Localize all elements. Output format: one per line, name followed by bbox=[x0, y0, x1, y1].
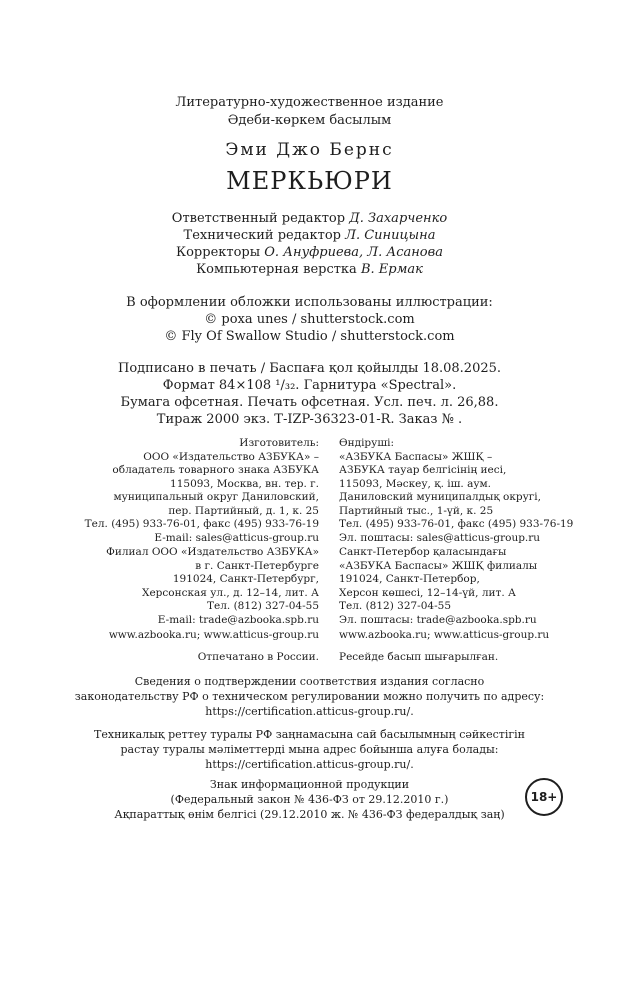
publisher-kz-block bbox=[339, 437, 573, 545]
edition-type-ru: Литературно-художественное издание bbox=[175, 95, 444, 110]
website-ru: www.azbooka.ru; www.atticus-group.ru bbox=[108, 629, 319, 641]
age-rating-badge: 18+ bbox=[525, 778, 563, 816]
print-paper: Бумага офсетная. Печать офсетная. Усл. печ. л. 26,88. bbox=[120, 395, 499, 410]
publisher-line: муниципальный округ Даниловский, bbox=[113, 491, 319, 503]
publisher-line: Изготовитель: bbox=[239, 437, 319, 449]
publisher-line: Тел. (495) 933-76-01, факс (495) 933-76-19 bbox=[84, 518, 319, 530]
publisher-line: E-mail: sales@atticus-group.ru bbox=[154, 531, 319, 544]
author-name: Эми Джо Бернс bbox=[225, 140, 394, 160]
branch-line: Херсон көшесі, 12–14-үй, лит. А bbox=[339, 586, 516, 599]
book-title: МЕРКЬЮРИ bbox=[226, 167, 393, 195]
printed-in-ru: Отпечатано в России. bbox=[197, 651, 319, 663]
info-sign-law-kz: Ақпараттық өнім белгісі (29.12.2010 ж. № 436-ФЗ федералдық заң) bbox=[114, 808, 505, 821]
branch-line: Тел. (812) 327-04-55 bbox=[207, 600, 319, 612]
publisher-line: 115093, Москва, вн. тер. г. bbox=[170, 477, 319, 490]
credit-label: Технический редактор bbox=[183, 228, 341, 243]
info-sign-title: Знак информационной продукции bbox=[209, 778, 410, 791]
publisher-line: 115093, Мәскеу, қ. іш. аум. bbox=[339, 477, 492, 490]
credit-label: Ответственный редактор bbox=[171, 211, 346, 226]
certification-kz-url: https://certification.atticus-group.ru/. bbox=[205, 758, 414, 771]
publisher-line: обладатель товарного знака АЗБУКА bbox=[112, 464, 319, 476]
info-sign-law: (Федеральный закон № 436-ФЗ от 29.12.2010 г.) bbox=[170, 793, 449, 806]
publisher-ru-block bbox=[85, 437, 319, 545]
credit-name: В. Ермак bbox=[360, 262, 423, 277]
certification-kz-line: растау туралы мәліметтерді мына адрес бойынша алуға болады: bbox=[120, 743, 499, 756]
print-format: Формат 84×108 ¹/₃₂. Гарнитура «Spectral». bbox=[162, 378, 457, 393]
cover-credit-line: © Fly Of Swallow Studio / shutterstock.com bbox=[164, 329, 455, 344]
credit-label: Компьютерная верстка bbox=[196, 262, 357, 277]
publisher-line: Партийный тыс., 1-үй, к. 25 bbox=[339, 504, 494, 517]
branch-line: Тел. (812) 327-04-55 bbox=[339, 600, 451, 612]
branch-line: Херсонская ул., д. 12–14, лит. А bbox=[141, 586, 319, 599]
print-signed-date: Подписано в печать / Баспаға қол қойылды 18.08.2025. bbox=[117, 361, 502, 376]
branch-line: 191024, Санкт-Петербор, bbox=[339, 573, 480, 585]
publisher-line: Тел. (495) 933-76-01, факс (495) 933-76-19 bbox=[339, 518, 574, 530]
edition-type-kz: Әдеби-көркем басылым bbox=[227, 113, 392, 128]
branch-line: «АЗБУКА Баспасы» ЖШҚ филиалы bbox=[339, 559, 538, 572]
cover-credit-line: © poxa unes / shutterstock.com bbox=[204, 312, 415, 327]
printed-in-kz: Ресейде басып шығарылған. bbox=[339, 651, 499, 663]
certification-kz-line: Техникалық реттеу туралы РФ заңнамасына сай басылымның сәйкестігін bbox=[94, 728, 525, 741]
branch-line: E-mail: trade@azbooka.spb.ru bbox=[157, 613, 319, 626]
branch-line: Санкт-Петербор қаласындағы bbox=[339, 546, 507, 558]
credit-name: Л. Синицына bbox=[345, 228, 436, 243]
credit-name: О. Ануфриева, Л. Асанова bbox=[264, 245, 443, 260]
credit-correctors bbox=[0, 245, 619, 260]
publisher-line: АЗБУКА тауар белгісінің иесі, bbox=[339, 464, 507, 476]
branch-line: 191024, Санкт-Петербург, bbox=[172, 573, 319, 585]
publisher-line: пер. Партийный, д. 1, к. 25 bbox=[168, 504, 319, 517]
publisher-line: ООО «Издательство АЗБУКА» – bbox=[143, 450, 319, 463]
website-kz: www.azbooka.ru; www.atticus-group.ru bbox=[339, 629, 550, 641]
publisher-line: Даниловский муниципалдық округі, bbox=[339, 491, 541, 503]
branch-line: в г. Санкт-Петербурге bbox=[195, 559, 319, 572]
print-run: Тираж 2000 экз. Т-IZP-36323-01-R. Заказ № . bbox=[156, 412, 463, 427]
publisher-line: «АЗБУКА Баспасы» ЖШҚ – bbox=[339, 450, 493, 463]
branch-line: Филиал ООО «Издательство АЗБУКА» bbox=[106, 546, 319, 558]
cover-illustrations-heading: В оформлении обложки использованы иллюстрации: bbox=[126, 295, 493, 310]
publisher-line: Эл. поштасы: sales@atticus-group.ru bbox=[339, 531, 541, 544]
credit-label: Корректоры bbox=[176, 245, 261, 260]
branch-ru-block bbox=[106, 546, 319, 627]
branch-kz-block bbox=[339, 546, 537, 627]
credit-layout bbox=[0, 262, 619, 277]
certification-ru-url: https://certification.atticus-group.ru/. bbox=[205, 705, 414, 718]
branch-line: Эл. поштасы: trade@azbooka.spb.ru bbox=[339, 613, 537, 626]
credit-tech-editor bbox=[0, 228, 619, 243]
certification-ru-line: Сведения о подтверждении соответствия издания согласно bbox=[134, 675, 485, 688]
credit-chief-editor bbox=[0, 211, 619, 226]
credit-name: Д. Захарченко bbox=[349, 211, 448, 226]
publisher-line: Өндіруші: bbox=[339, 437, 394, 449]
certification-ru-line: законодательству РФ о техническом регулировании можно получить по адресу: bbox=[74, 690, 545, 703]
